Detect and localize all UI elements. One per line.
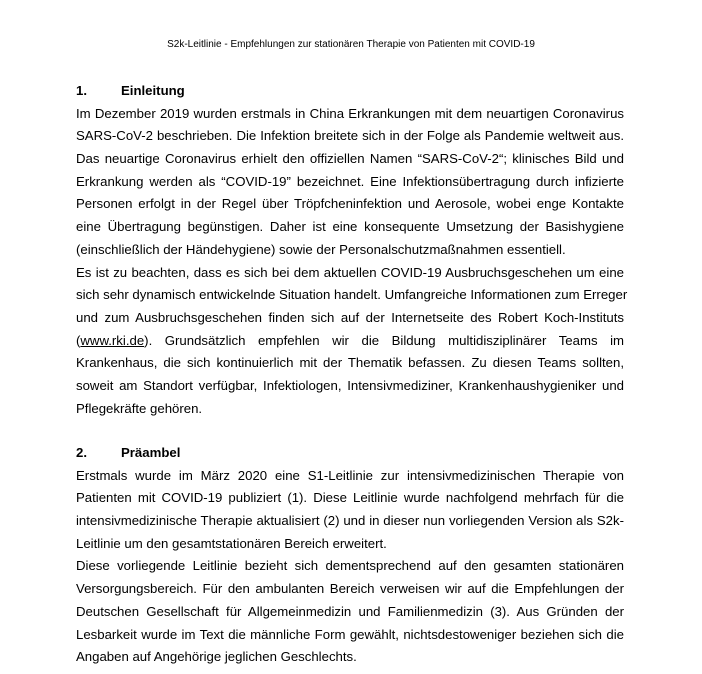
rki-link[interactable]: www.rki.de [80,332,145,348]
text-line-with-link [76,330,624,353]
text-line: Deutschen Gesellschaft für Allgemeinmedizin und Familienmedizin (3). Aus Gründen der [76,603,624,619]
text-line: Krankenhaus, die sich kontinuierlich mit der Thematik befassen. Zu diesen Teams sollten, [76,355,624,371]
text-line: soweit am Standort verfügbar, Infektiologen, Intensivmediziner, Krankenhaushygieniker und [76,377,624,393]
text-line: Patienten mit COVID-19 publiziert (1). Diese Leitlinie wurde nachfolgend mehrfach für die [76,490,624,506]
section-number: 1. [76,83,87,98]
text-line: Personen erfolgt in der Regel über Tröpfcheninfektion und Aerosole, wobei enge Kontakte [76,196,624,212]
text-line: Erstmals wurde im März 2020 eine S1-Leitlinie zur intensivmedizinischen Therapie von [76,467,624,483]
text-line: sich sehr dynamisch entwickelnde Situation handelt. Umfangreiche Informationen zum Erreger [76,287,628,303]
section-heading [76,442,624,465]
text-line: SARS-CoV-2 beschrieben. Die Infektion breitete sich in der Folge als Pandemie weltweit aus. [76,128,624,144]
section-einleitung [76,80,628,420]
link-prefix: ( [76,332,81,348]
text-line: (einschließlich der Händehygiene) sowie der Personalschutzmaßnahmen essentiell. [76,241,566,257]
text-line: Leitlinie um den gesamtstationären Bereich erweitert. [76,535,387,551]
section-title: Präambel [121,445,181,460]
text-line: intensivmedizinische Therapie aktualisiert (2) und in dieser nun vorliegenden Version als S2k- [76,513,624,529]
text-line: Pflegekräfte gehören. [76,400,203,416]
paragraph [76,262,628,421]
running-header: S2k-Leitlinie - Empfehlungen zur stationären Therapie von Patienten mit COVID-19 [167,39,535,50]
text-line: Lesbarkeit wurde im Text die männliche Form gewählt, nichtsdestoweniger beziehen sich die [76,626,624,642]
text-line: Erkrankung werden als “COVID-19” bezeichnet. Eine Infektionsübertragung durch infizierte [76,173,624,189]
text-line: Angaben auf Angehörige jeglichen Geschlechts. [76,649,357,665]
text-line: Versorgungsbereich. Für den ambulanten Bereich verweisen wir auf die Empfehlungen der [76,581,624,597]
text-line: Es ist zu beachten, dass es sich bei dem aktuellen COVID-19 Ausbruchsgeschehen um eine [76,264,624,280]
paragraph [76,103,624,262]
section-praeambel [76,442,624,669]
paragraph [76,465,624,556]
text-line: Diese vorliegende Leitlinie bezieht sich dementsprechend auf den gesamten stationären [76,558,624,574]
link-suffix: ). Grundsätzlich empfehlen wir die Bildung multidisziplinärer Teams im [144,332,624,348]
text-line: Im Dezember 2019 wurden erstmals in China Erkrankungen mit dem neuartigen Coronavirus [76,105,624,121]
text-line: Das neuartige Coronavirus erhielt den offiziellen Namen “SARS-CoV-2“; klinisches Bild und [76,151,624,167]
text-line: und zum Ausbruchsgeschehen finden sich auf der Internetseite des Robert Koch-Instituts [76,309,624,325]
section-title: Einleitung [121,83,185,98]
section-heading [76,80,624,103]
text-line: eine Übertragung begünstigen. Daher ist eine konsequente Umsetzung der Basishygiene [76,219,624,235]
paragraph [76,555,624,668]
section-number: 2. [76,445,87,460]
